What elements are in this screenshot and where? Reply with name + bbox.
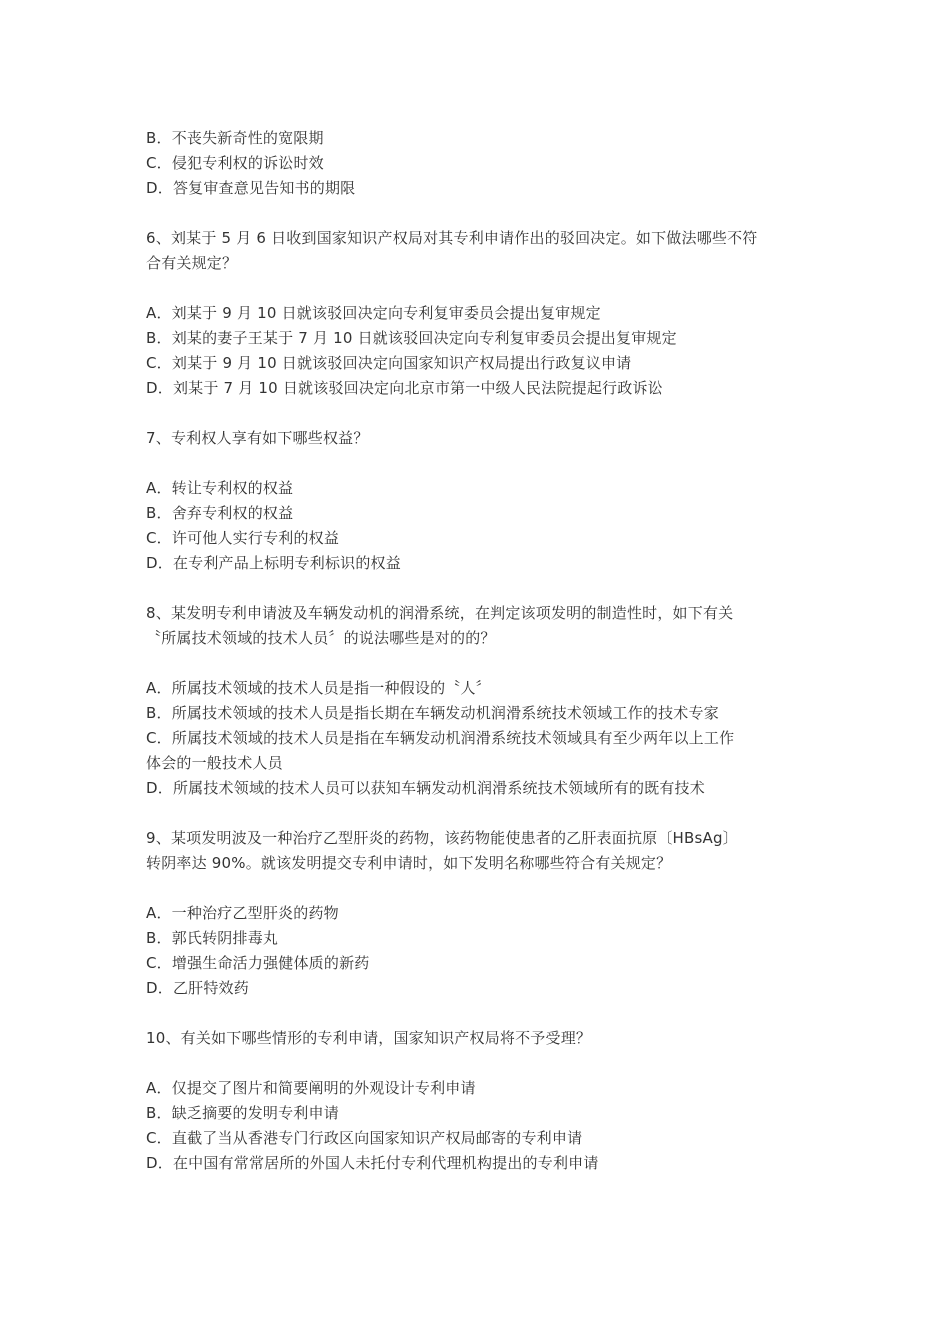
option-c: C．增强生命活力强健体质的新药 <box>146 954 370 972</box>
option-b: B．刘某的妻子王某于 7 月 10 日就该驳回决定向专利复审委员会提出复审规定 <box>146 329 677 347</box>
option-c: C．许可他人实行专利的权益 <box>146 529 340 547</box>
question-stem: 6、刘某于 5 月 6 日收到国家知识产权局对其专利申请作出的驳回决定。如下做法哪些不符 <box>146 229 758 247</box>
option-d: D．刘某于 7 月 10 日就该驳回决定向北京市第一中级人民法院提起行政诉讼 <box>146 379 663 397</box>
spacer <box>146 201 816 226</box>
question-stem: 9、某项发明波及一种治疗乙型肝炎的药物，该药物能使患者的乙肝表面抗原〔HBsAg〕 <box>146 829 738 847</box>
option-d: D．在专利产品上标明专利标识的权益 <box>146 554 401 572</box>
spacer <box>146 451 816 476</box>
option-c: C．直截了当从香港专门行政区向国家知识产权局邮寄的专利申请 <box>146 1129 583 1147</box>
question-5-options <box>146 126 816 201</box>
spacer <box>146 801 816 826</box>
question-8 <box>146 601 816 801</box>
option-a: A．一种治疗乙型肝炎的药物 <box>146 904 339 922</box>
question-stem: 合有关规定？ <box>146 254 238 272</box>
option-d: D．乙肝特效药 <box>146 979 249 997</box>
question-9 <box>146 826 816 1001</box>
question-10 <box>146 1026 816 1176</box>
spacer <box>146 576 816 601</box>
option-b: B．不丧失新奇性的宽限期 <box>146 129 324 147</box>
spacer <box>146 1051 816 1076</box>
question-stem: 10、有关如下哪些情形的专利申请，国家知识产权局将不予受理？ <box>146 1029 592 1047</box>
question-stem: 转阴率达 90%。就该发明提交专利申请时，如下发明名称哪些符合有关规定？ <box>146 854 672 872</box>
question-7 <box>146 426 816 576</box>
spacer <box>146 651 816 676</box>
option-c: C．侵犯专利权的诉讼时效 <box>146 154 324 172</box>
option-b: B．舍弃专利权的权益 <box>146 504 294 522</box>
option-c: C．所属技术领域的技术人员是指在车辆发动机润滑系统技术领域具有至少两年以上工作 <box>146 729 735 747</box>
option-b: B．郭氏转阴排毒丸 <box>146 929 279 947</box>
option-a: A．所属技术领域的技术人员是指一种假设的〝人〞 <box>146 679 491 697</box>
option-c-continued: 体会的一般技术人员 <box>146 754 283 772</box>
question-stem: 〝所属技术领域的技术人员〞的说法哪些是对的的？ <box>146 629 496 647</box>
option-a: A．刘某于 9 月 10 日就该驳回决定向专利复审委员会提出复审规定 <box>146 304 601 322</box>
document-page <box>146 126 816 1176</box>
option-a: A．仅提交了图片和简要阐明的外观设计专利申请 <box>146 1079 476 1097</box>
spacer <box>146 876 816 901</box>
spacer <box>146 276 816 301</box>
spacer <box>146 401 816 426</box>
option-b: B．缺乏摘要的发明专利申请 <box>146 1104 339 1122</box>
option-c: C．刘某于 9 月 10 日就该驳回决定向国家知识产权局提出行政复议申请 <box>146 354 632 372</box>
option-d: D．所属技术领域的技术人员可以获知车辆发动机润滑系统技术领域所有的既有技术 <box>146 779 705 797</box>
option-b: B．所属技术领域的技术人员是指长期在车辆发动机润滑系统技术领域工作的技术专家 <box>146 704 719 722</box>
question-stem: 7、专利权人享有如下哪些权益？ <box>146 429 369 447</box>
option-d: D．在中国有常常居所的外国人未托付专利代理机构提出的专利申请 <box>146 1154 599 1172</box>
spacer <box>146 1001 816 1026</box>
question-6 <box>146 226 816 401</box>
option-a: A．转让专利权的权益 <box>146 479 294 497</box>
question-stem: 8、某发明专利申请波及车辆发动机的润滑系统，在判定该项发明的制造性时，如下有关 <box>146 604 734 622</box>
option-d: D．答复审查意见告知书的期限 <box>146 179 356 197</box>
